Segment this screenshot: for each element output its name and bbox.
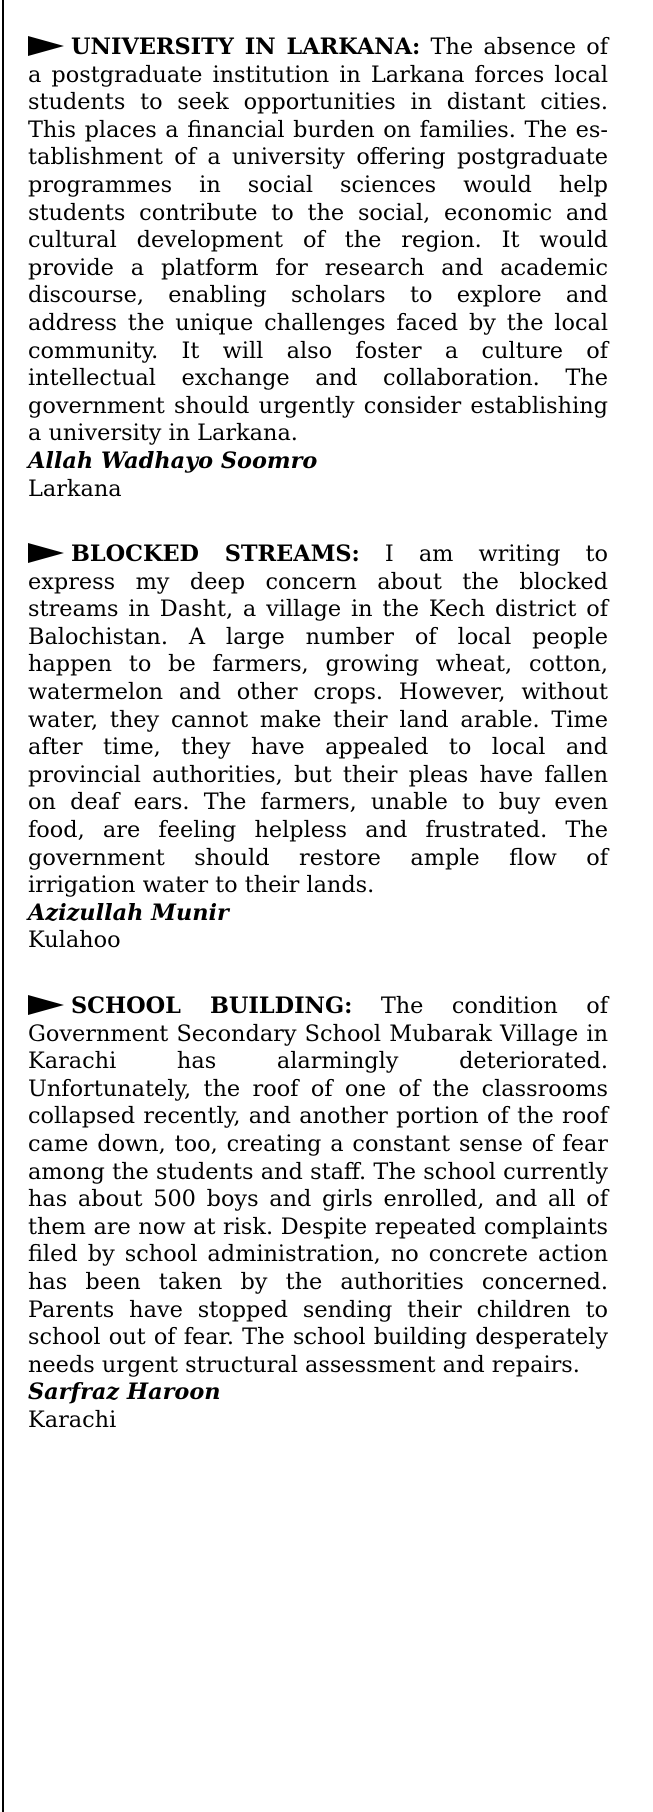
letter-body [28, 34, 608, 448]
letter-heading: BLOCKED STREAMS: [71, 541, 360, 568]
letter-location: Larkana [28, 475, 122, 502]
triangle-arrow-icon [28, 543, 64, 563]
letter-text: The absence of a postgraduate institution in Larkana forces local students to seek opportunities in distant cities. This places a financial burden on families. The establishment of a university offering postgraduate programmes in social sciences would help students contribute to the social, economic and cultural development of the region. It would provide a platform for research and academic discourse, enabling scholars to explore and address the unique challenges faced by the local community. It will also foster a culture of intellectual exchange and collaboration. The government should urgently consider establishing a university in Larkana. [28, 34, 609, 447]
letter-body [28, 993, 608, 1379]
letter-author: Allah Wadhayo Soomro [28, 447, 318, 474]
letter-university-in-larkana [28, 34, 608, 503]
letter-blocked-streams [28, 541, 608, 955]
letter-heading: UNIVERSITY IN LARKANA: [71, 34, 421, 60]
letter-text: The condition of Government Secondary School Mubarak Village in Karachi has alarmingly deteriorated. Unfortunately, the roof of one of the classrooms collapsed recently, and another portion of the roof came down, too, creating a constant sense of fear among the students and staff. The school currently has about 500 boys and girls enrolled, and all of them are now at risk. Despite repeated complaints filed by school administration, no concrete action has been taken by the authorities concerned. Parents have stopped sending their children to school out of fear. The school building desperately needs urgent structural assessment and repairs. [28, 993, 609, 1378]
letter-location: Kulahoo [28, 927, 121, 954]
letter-heading: SCHOOL BUILDING: [71, 993, 353, 1019]
triangle-arrow-icon [28, 36, 64, 56]
triangle-arrow-icon [28, 995, 64, 1015]
letter-body [28, 541, 608, 900]
letter-author: Sarfraz Haroon [28, 1379, 221, 1406]
letter-school-building [28, 993, 608, 1435]
letter-location: Karachi [28, 1406, 117, 1433]
column-rule [2, 0, 4, 1812]
letter-author: Azizullah Munir [28, 899, 229, 926]
letters-column [28, 34, 608, 1473]
letter-text: I am writing to express my deep concern about the blocked streams in Dasht, a village in the Kech district of Balochistan. A large number of local people happen to be farmers, growing wheat, cotton, watermelon and other crops. However, without water, they cannot make their land arable. Time after time, they have appealed to local and provincial authorities, but their pleas have fallen on deaf ears. The farmers, unable to buy even food, are feeling helpless and frustrated. The government should restore ample flow of irrigation water to their lands. [28, 541, 608, 899]
